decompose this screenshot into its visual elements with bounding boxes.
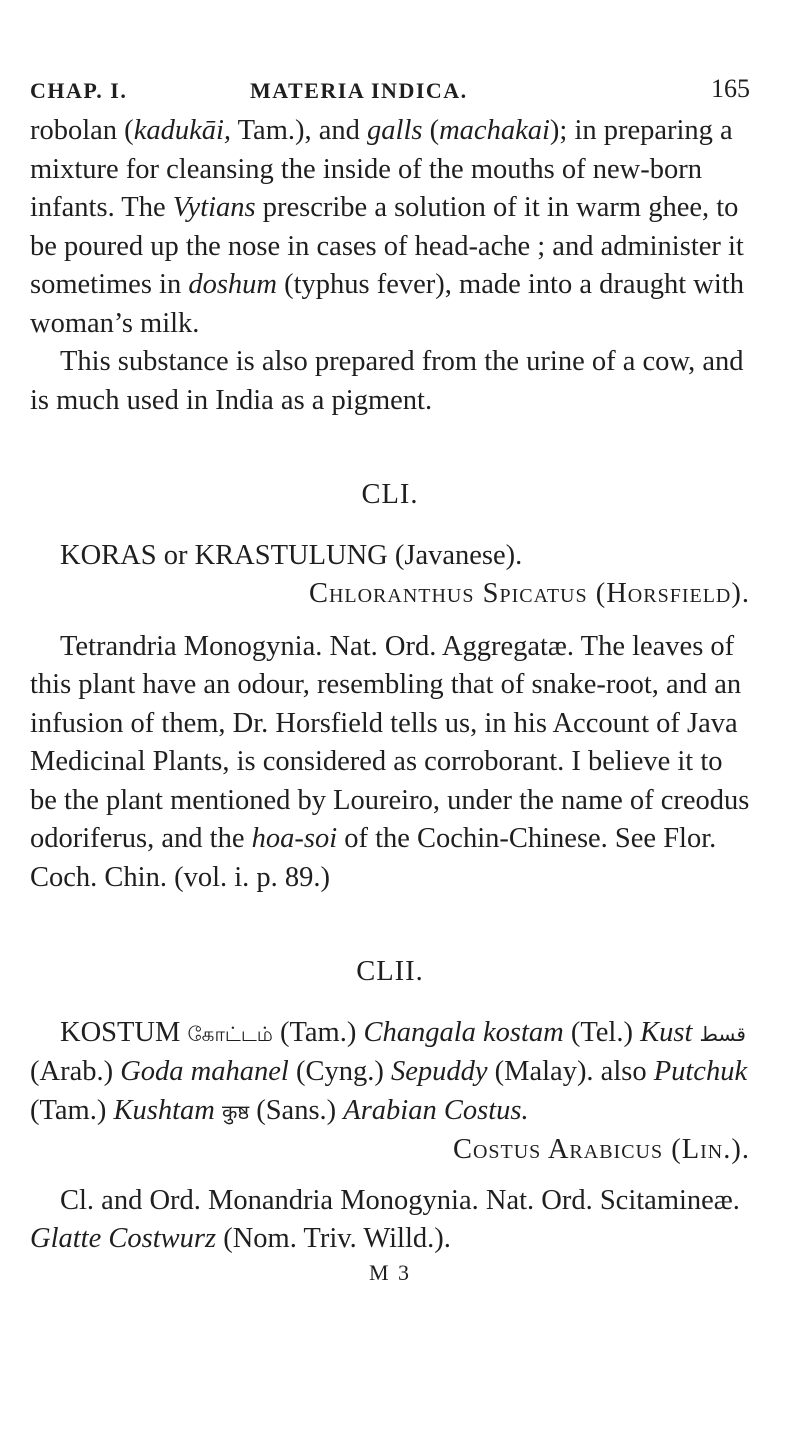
section-heading-koras: KORAS or KRASTULUNG (Javanese). <box>60 539 523 571</box>
text-run: robolan ( <box>30 115 134 146</box>
text-run: Cl. and Ord. Monandria Monogynia. Nat. Ord. Scitamineæ. <box>60 1184 740 1216</box>
italic-term: Glatte Costwurz <box>30 1223 217 1254</box>
sanskrit-script: कुष्ठ <box>221 1099 250 1124</box>
italic-term: Putchuk <box>653 1056 748 1087</box>
italic-term: hoa-soi <box>251 823 338 854</box>
italic-term: machakai <box>439 115 550 146</box>
page-body <box>30 112 750 1287</box>
text-run: (Tel.) <box>563 1016 641 1048</box>
italic-term: galls <box>367 115 423 146</box>
text-run: ); in preparing a mixture for cleansing the inside of the mouths of new-born infants. The <box>30 115 733 223</box>
botanical-name-chloranthus: Chloranthus Spicatus (Horsfield). <box>308 578 750 609</box>
italic-term: Sepuddy <box>390 1056 488 1087</box>
running-header <box>30 74 750 112</box>
tamil-script: கோட்டம் <box>187 1021 273 1046</box>
italic-term: kadukāi, <box>133 115 232 146</box>
italic-term: Vytians <box>172 192 256 223</box>
paragraph-continued <box>30 112 750 343</box>
section-number-151: CLI. <box>361 479 419 510</box>
italic-term: doshum <box>188 269 278 300</box>
botanical-name-costus: Costus Arabicus (Lin.). <box>452 1134 750 1165</box>
italic-term: Kust <box>640 1016 693 1048</box>
text-run: (Cyng.) <box>288 1056 391 1087</box>
paragraph-pigment: This substance is also prepared from the urine of a cow, and is much used in India as a pigment. <box>30 346 744 416</box>
italic-term: Changala kostam <box>363 1016 564 1048</box>
text-run: Tam.), and <box>231 115 368 146</box>
text-run: (Tam.) <box>30 1094 114 1126</box>
text-run: Tetrandria Monogynia. Nat. Ord. Aggregatæ. The leaves of this plant have an odour, resembling that of snake-root, and an infusion of them, Dr. Horsfield tells us, in his Account of Java Medicinal Plants, is considered as corroborant. I believe it to be the plant mentioned by Loureiro, under the name of creodus odoriferus, and the <box>30 630 750 854</box>
paragraph-kostum <box>30 1182 750 1259</box>
text-run: prescribe a solution of it in warm ghee, to be poured up the nose in cases of head-ache ; and administer it sometimes in <box>30 192 744 300</box>
chapter-label: CHAP. I. <box>30 78 128 103</box>
running-title: MATERIA INDICA. <box>250 78 468 103</box>
paragraph-koras <box>30 628 750 898</box>
text-run: ( <box>422 115 440 146</box>
text-run: (Arab.) <box>30 1056 121 1087</box>
text-run: (Tam.) <box>272 1016 364 1048</box>
text-run: KOSTUM <box>60 1016 188 1048</box>
text-run: (typhus fever), made into a draught with woman’s milk. <box>30 269 744 339</box>
section-number-152: CLII. <box>356 956 424 987</box>
italic-term: Kushtam <box>113 1094 215 1126</box>
text-run: (Nom. Triv. Willd.). <box>216 1223 451 1254</box>
text-run: of the Cochin-Chinese. See Flor. Coch. Chin. (vol. i. p. 89.) <box>30 823 717 893</box>
section-heading-kostum <box>30 1014 750 1132</box>
page-number: 165 <box>711 74 750 103</box>
text-run: (Sans.) <box>249 1094 344 1126</box>
text-run: (Malay). also <box>487 1056 654 1087</box>
signature-mark: M 3 <box>368 1259 412 1285</box>
italic-term: Goda mahanel <box>120 1056 289 1087</box>
italic-term: Arabian Costus. <box>343 1094 529 1126</box>
arabic-script: قسط <box>699 1021 746 1046</box>
